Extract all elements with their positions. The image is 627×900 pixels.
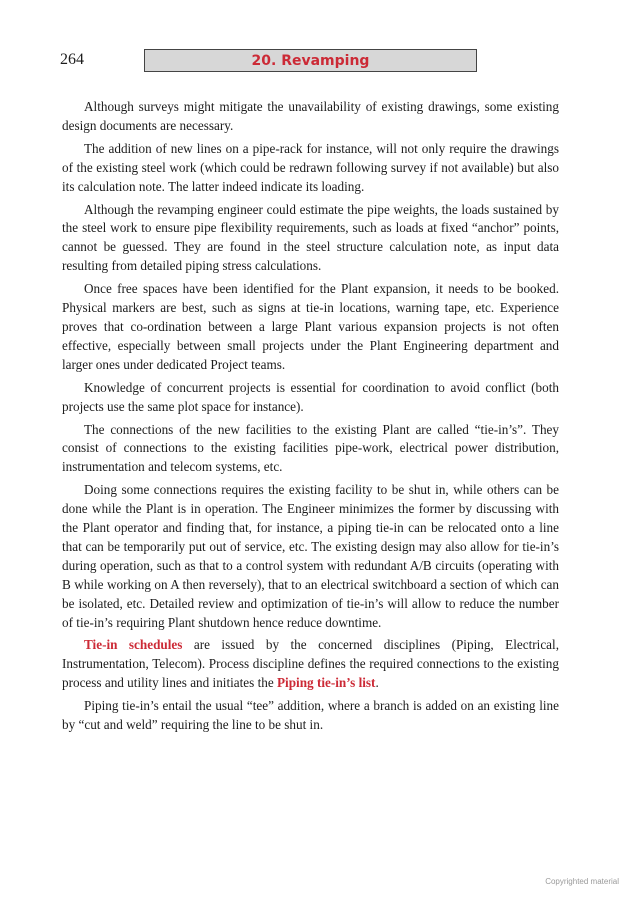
paragraph-2: The addition of new lines on a pipe-rack for instance, will not only require the drawings of the existing steel work (which could be redrawn following survey if not available) but also its calculation note. The latter indeed indicate its loading. <box>62 140 559 194</box>
paragraph-6: The connections of the new facilities to the existing Plant are called “tie-in’s”. They consist of connections to the existing facilities pipe-work, electrical power distribution, instrumentation and telecom systems, etc. <box>62 421 559 475</box>
highlight-tie-in-schedules: Tie-in schedules <box>84 637 183 653</box>
paragraph-5: Knowledge of concurrent projects is essential for coordination to avoid conflict (both projects use the same plot space for instance). <box>62 379 559 414</box>
paragraph-8-text-a: are issued by the concerned disciplines (Piping, Electrical, Instrumentation, Telecom). Process discipline defines the required connections to the existing process and utility lines and initiates the <box>62 637 559 691</box>
paragraph-7: Doing some connections requires the existing facility to be shut in, while others can be done while the Plant is in operation. The Engineer minimizes the former by discussing with the Plant operator and finding that, for instance, a piping tie-in can be relocated onto a line that can be temporarily put out of service, etc. The existing design may also allow for tie-in’s during operation, such as that to a control system with redundant A/B circuits (operating with B while working on A then reversely), that to an electrical switchboard a section of which can be isolated, etc. Detailed review and optimization of tie-in’s will allow to reduce the number of tie-in’s requiring Plant shutdown hence reduce downtime. <box>62 482 559 630</box>
highlight-piping-tie-ins-list: Piping tie-in’s list <box>277 675 376 691</box>
chapter-title: 20. Revamping <box>251 52 370 69</box>
chapter-header-box <box>144 49 477 72</box>
paragraph-4: Once free spaces have been identified for the Plant expansion, it needs to be booked. Physical markers are best, such as signs at tie-in locations, warning tape, etc. Experience proves that co-ordination between a large Plant various expansion projects is not often effective, especially between small projects under the Plant Engineering department and larger ones under dedicated Project teams. <box>62 281 559 372</box>
paragraph-1: Although surveys might mitigate the unavailability of existing drawings, some existing design documents are necessary. <box>62 99 559 133</box>
page-number: 264 <box>60 51 84 68</box>
paragraph-3: Although the revamping engineer could estimate the pipe weights, the loads sustained by the steel work to ensure pipe flexibility requirements, such as loads at fixed “anchor” points, cannot be guessed. They are found in the steel structure calculation note, as input data resulting from detailed piping stress calculations. <box>62 201 559 274</box>
paragraph-8-text-b: . <box>375 675 379 691</box>
body-text <box>62 98 559 739</box>
paragraph-9: Piping tie-in’s entail the usual “tee” addition, where a branch is added on an existing line by “cut and weld” requiring the line to be shut in. <box>62 698 559 733</box>
copyright-watermark: Copyrighted material <box>545 877 619 886</box>
paragraph-8 <box>62 636 559 693</box>
